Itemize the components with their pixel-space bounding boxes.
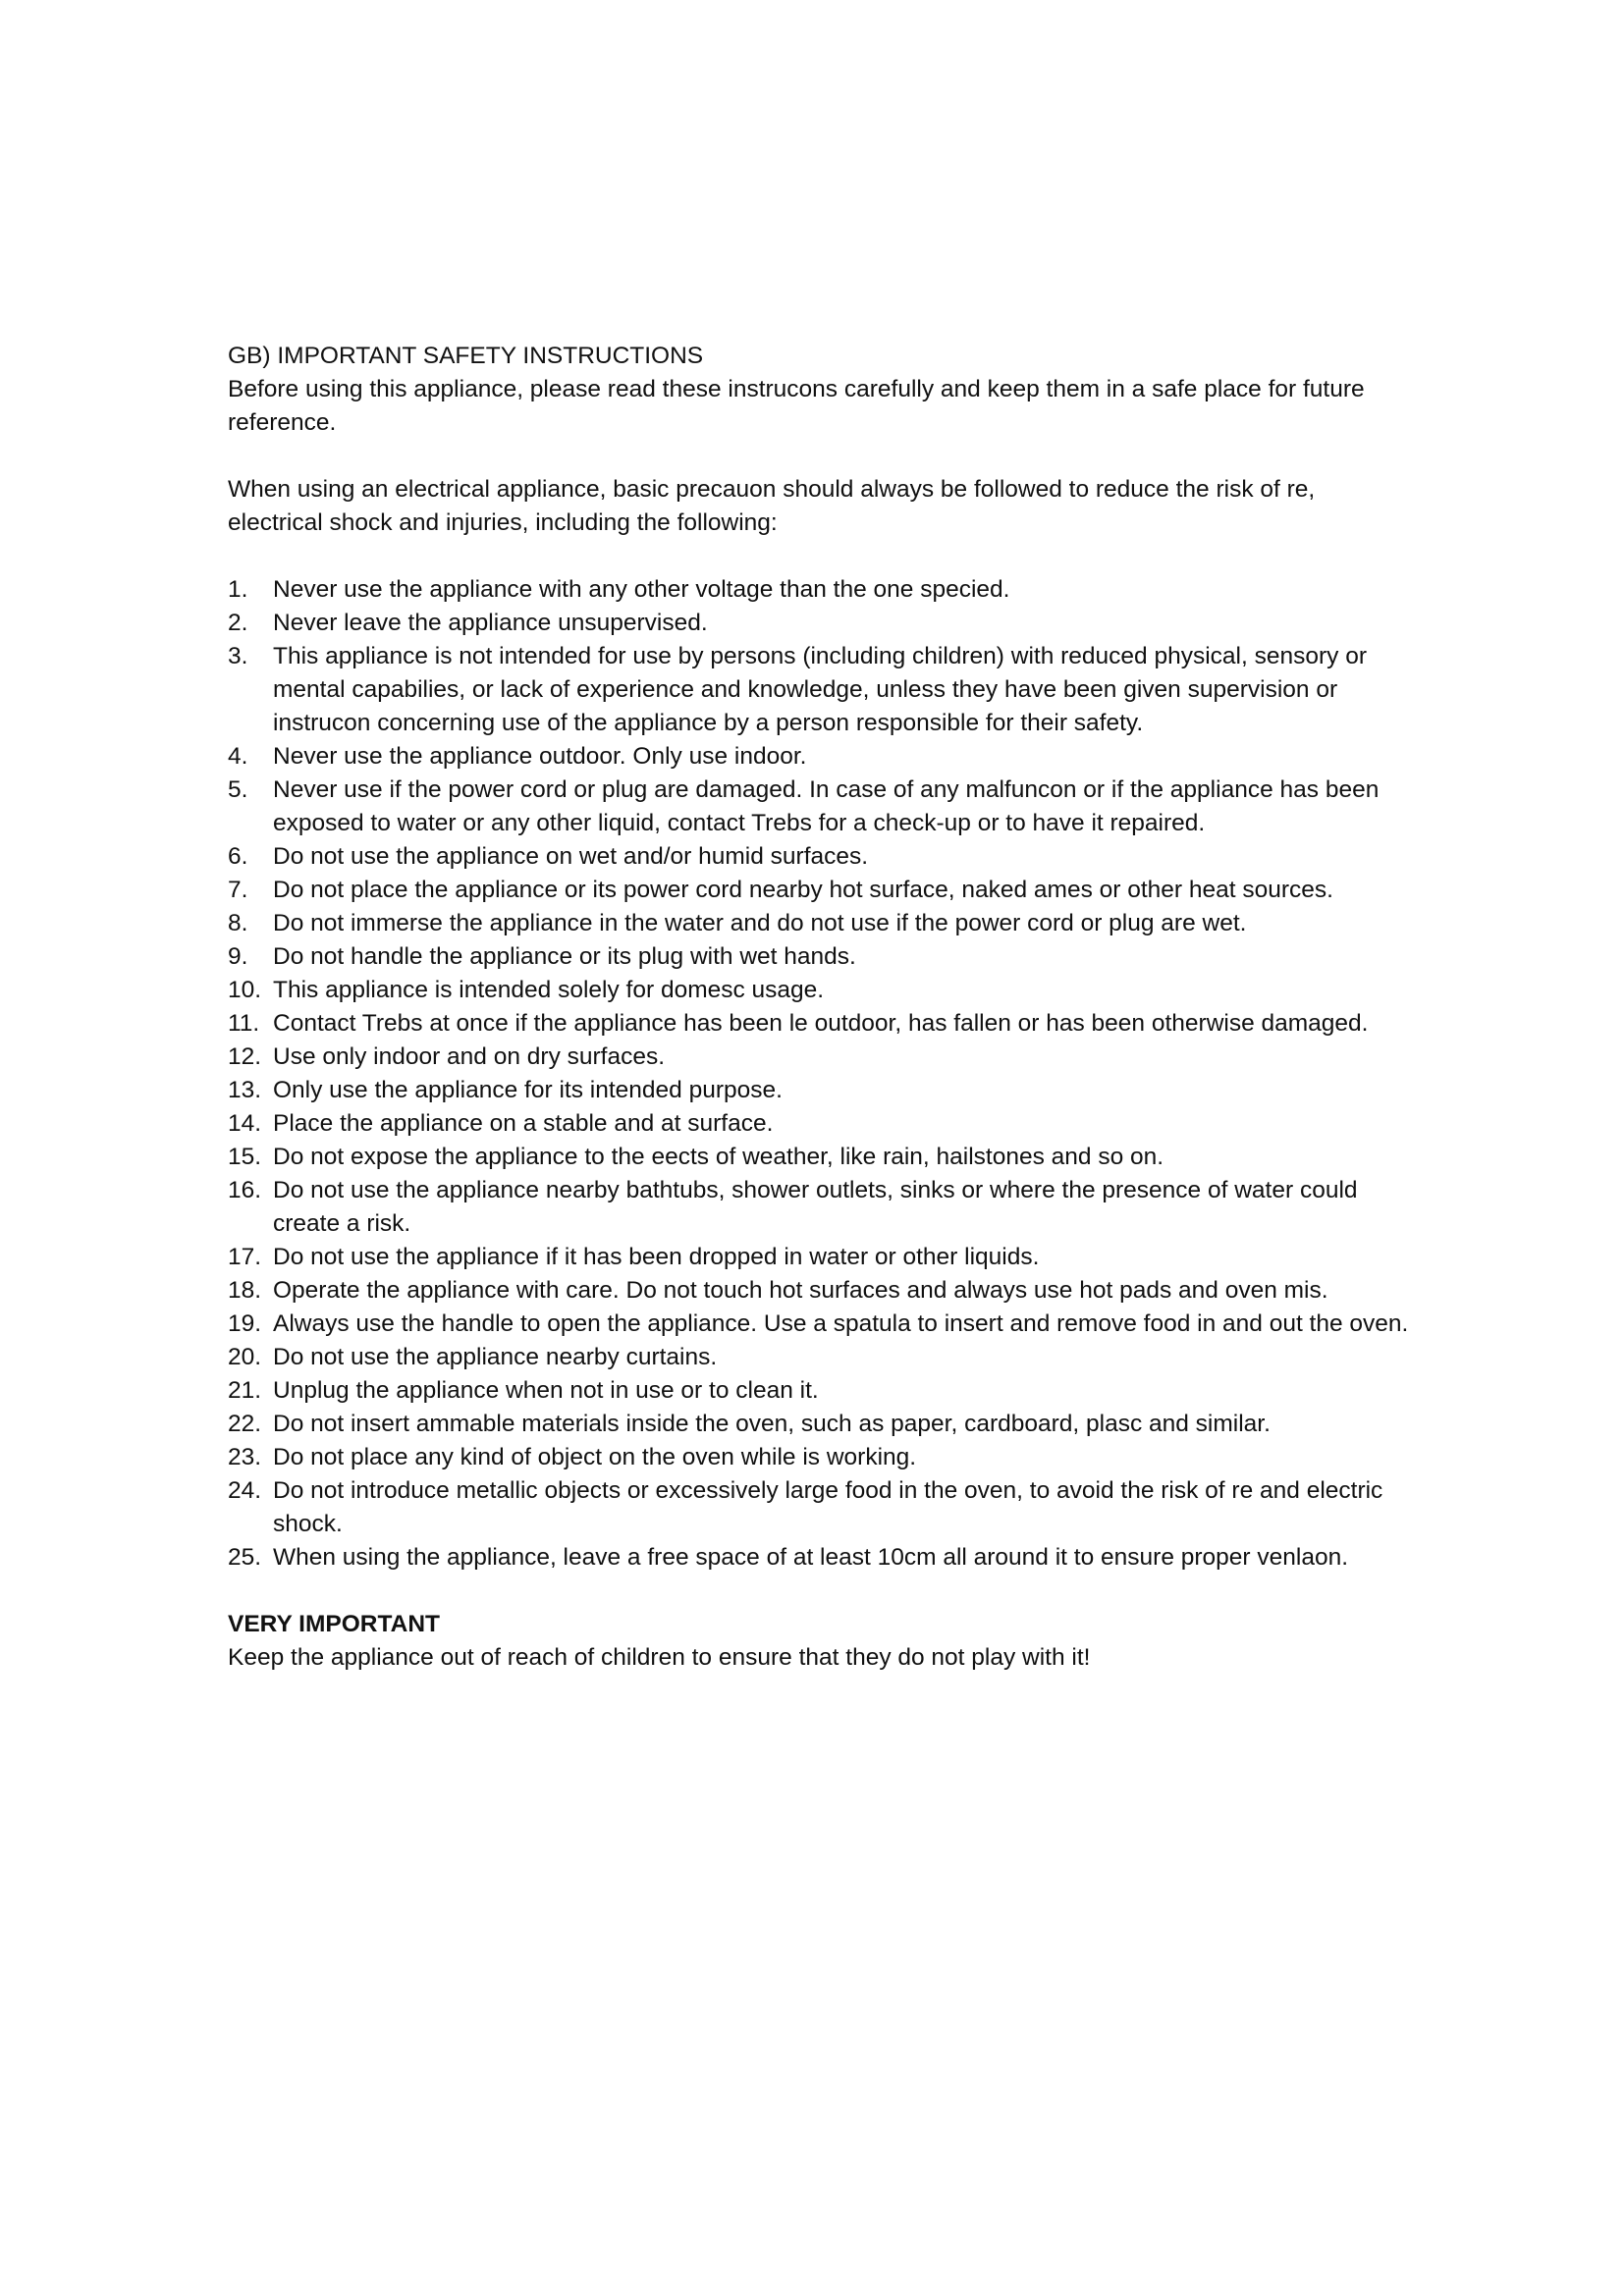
list-item <box>228 607 1416 640</box>
list-item-number: 15. <box>228 1144 262 1170</box>
list-item <box>228 640 1416 740</box>
list-item-text: This appliance is not intended for use by persons (including children) with reduced physical, sensory or mental capabilies, or lack of experience and knowledge, unless they have been given supervision or instrucon concerning use of the appliance by a person responsible for their safety. <box>273 643 1367 736</box>
list-item <box>228 1174 1416 1241</box>
list-item-text: Never use if the power cord or plug are damaged. In case of any malfuncon or if the appliance has been exposed to water or any other liquid, contact Trebs for a check-up or to have it repaired. <box>273 776 1380 836</box>
list-item-number: 18. <box>228 1277 262 1304</box>
safety-rules-list <box>228 573 1416 1575</box>
list-item-number: 8. <box>228 910 248 936</box>
list-item-text: Do not use the appliance on wet and/or humid surfaces. <box>273 843 869 870</box>
document-title: GB) IMPORTANT SAFETY INSTRUCTIONS <box>228 343 704 369</box>
spacer <box>228 1575 1416 1608</box>
list-item-text: Contact Trebs at once if the appliance has been le outdoor, has fallen or has been otherwise damaged. <box>273 1010 1369 1037</box>
list-item <box>228 740 1416 774</box>
list-item-number: 7. <box>228 877 248 903</box>
list-item <box>228 1341 1416 1374</box>
list-item-number: 1. <box>228 576 248 603</box>
list-item-text: When using the appliance, leave a free space of at least 10cm all around it to ensure proper venlaon. <box>273 1544 1349 1571</box>
list-item-number: 11. <box>228 1010 260 1037</box>
list-item-number: 21. <box>228 1377 262 1404</box>
list-item-text: Do not introduce metallic objects or excessively large food in the oven, to avoid the risk of re and electric shock. <box>273 1477 1383 1537</box>
list-item <box>228 1274 1416 1308</box>
list-item <box>228 1141 1416 1174</box>
list-item-number: 6. <box>228 843 248 870</box>
list-item <box>228 1541 1416 1575</box>
list-item-number: 24. <box>228 1477 262 1504</box>
document-body <box>228 340 1416 1675</box>
list-item-text: Never use the appliance with any other voltage than the one specied. <box>273 576 1010 603</box>
list-item-text: Do not immerse the appliance in the water and do not use if the power cord or plug are wet. <box>273 910 1247 936</box>
list-item-number: 3. <box>228 643 248 669</box>
list-item <box>228 940 1416 974</box>
list-item-text: Do not place the appliance or its power cord nearby hot surface, naked ames or other heat sources. <box>273 877 1333 903</box>
list-item-text: Do not handle the appliance or its plug with wet hands. <box>273 943 856 970</box>
list-item-text: Only use the appliance for its intended purpose. <box>273 1077 783 1103</box>
very-important-heading: VERY IMPORTANT <box>228 1611 440 1637</box>
list-item <box>228 907 1416 940</box>
list-item-number: 20. <box>228 1344 262 1370</box>
list-item <box>228 1041 1416 1074</box>
list-item-number: 23. <box>228 1444 262 1470</box>
list-item-number: 17. <box>228 1244 262 1270</box>
list-item-number: 4. <box>228 743 248 770</box>
list-item-number: 5. <box>228 776 248 803</box>
list-item <box>228 774 1416 840</box>
list-item-text: Place the appliance on a stable and at surface. <box>273 1110 774 1137</box>
list-item <box>228 1308 1416 1341</box>
intro-paragraph: Before using this appliance, please read these instrucons carefully and keep them in a safe place for future reference. <box>228 376 1365 436</box>
list-item <box>228 1074 1416 1107</box>
list-item-number: 13. <box>228 1077 262 1103</box>
list-item <box>228 1474 1416 1541</box>
list-item <box>228 874 1416 907</box>
list-item-text: Operate the appliance with care. Do not touch hot surfaces and always use hot pads and oven mis. <box>273 1277 1328 1304</box>
list-item-number: 16. <box>228 1177 262 1203</box>
list-item-text: Unplug the appliance when not in use or to clean it. <box>273 1377 819 1404</box>
spacer <box>228 440 1416 473</box>
list-item <box>228 974 1416 1007</box>
list-item-number: 14. <box>228 1110 262 1137</box>
list-item-text: Do not use the appliance nearby bathtubs, shower outlets, sinks or where the presence of water could create a risk. <box>273 1177 1358 1237</box>
list-item-number: 22. <box>228 1411 262 1437</box>
list-item-number: 10. <box>228 977 262 1003</box>
list-item-text: Never leave the appliance unsupervised. <box>273 610 708 636</box>
list-item-number: 12. <box>228 1043 262 1070</box>
list-item-text: Never use the appliance outdoor. Only use indoor. <box>273 743 807 770</box>
list-item-number: 19. <box>228 1310 262 1337</box>
list-item-text: Do not use the appliance if it has been dropped in water or other liquids. <box>273 1244 1040 1270</box>
list-item-number: 25. <box>228 1544 262 1571</box>
list-item <box>228 1007 1416 1041</box>
list-item-number: 2. <box>228 610 248 636</box>
list-item-text: Do not use the appliance nearby curtains. <box>273 1344 718 1370</box>
list-item <box>228 1408 1416 1441</box>
list-item-text: Always use the handle to open the appliance. Use a spatula to insert and remove food in and out the oven. <box>273 1310 1409 1337</box>
list-item <box>228 1241 1416 1274</box>
precaution-paragraph: When using an electrical appliance, basic precauon should always be followed to reduce the risk of re, electrical shock and injuries, including the following: <box>228 476 1316 536</box>
list-item-text: Do not place any kind of object on the oven while is working. <box>273 1444 917 1470</box>
list-item <box>228 1441 1416 1474</box>
children-warning: Keep the appliance out of reach of children to ensure that they do not play with it! <box>228 1644 1091 1671</box>
list-item-text: This appliance is intended solely for domesc usage. <box>273 977 825 1003</box>
spacer <box>228 540 1416 573</box>
list-item <box>228 573 1416 607</box>
list-item-number: 9. <box>228 943 248 970</box>
list-item <box>228 1107 1416 1141</box>
list-item <box>228 1374 1416 1408</box>
list-item <box>228 840 1416 874</box>
list-item-text: Do not expose the appliance to the eects of weather, like rain, hailstones and so on. <box>273 1144 1164 1170</box>
list-item-text: Use only indoor and on dry surfaces. <box>273 1043 666 1070</box>
list-item-text: Do not insert ammable materials inside the oven, such as paper, cardboard, plasc and similar. <box>273 1411 1271 1437</box>
